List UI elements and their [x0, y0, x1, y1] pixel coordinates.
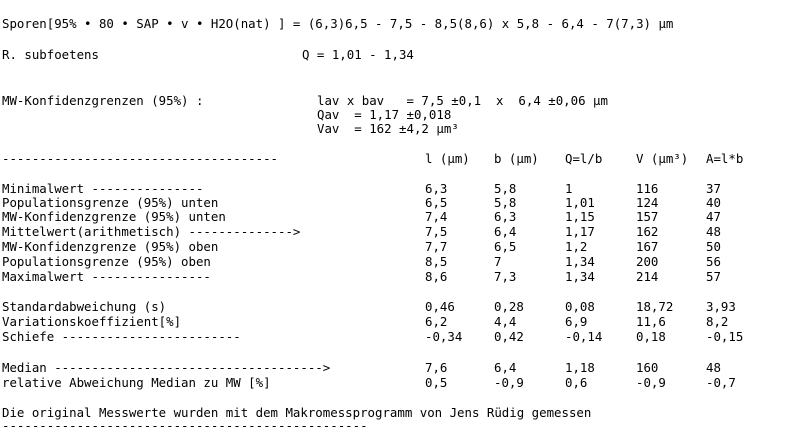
table-cell: 162: [636, 224, 659, 239]
table-cell: 8,5: [425, 254, 448, 269]
table-cell: -0,7: [706, 375, 736, 390]
footer-separator: -------------------------------------------------: [2, 418, 368, 433]
table-cell: 37: [706, 181, 721, 196]
column-header-l: l (µm): [425, 151, 470, 166]
table-cell: 6,4: [494, 360, 517, 375]
table-cell: 1,18: [565, 360, 595, 375]
column-header-a: A=l*b: [706, 151, 744, 166]
table-cell: 6,3: [494, 209, 517, 224]
row-label-mean: Mittelwert(arithmetisch) -------------->: [2, 224, 301, 239]
table-cell: 5,8: [494, 181, 517, 196]
table-cell: 5,8: [494, 195, 517, 210]
table-cell: 57: [706, 269, 721, 284]
row-label-skew: Schiefe ------------------------: [2, 329, 241, 344]
table-cell: 6,5: [425, 195, 448, 210]
q-range: Q = 1,01 - 1,34: [302, 47, 414, 62]
column-header-b: b (µm): [494, 151, 539, 166]
table-cell: 0,5: [425, 375, 448, 390]
table-cell: 157: [636, 209, 659, 224]
table-cell: 7,4: [425, 209, 448, 224]
spore-formula: Sporen[95% • 80 • SAP • v • H2O(nat) ] = (6,3)6,5 - 7,5 - 8,5(8,6) x 5,8 - 6,4 - 7(7,3) µm: [2, 16, 674, 31]
table-cell: 11,6: [636, 314, 666, 329]
row-label-median: Median ------------------------------------>: [2, 360, 331, 375]
table-cell: 7,6: [425, 360, 448, 375]
table-cell: 47: [706, 209, 721, 224]
confidence-label: MW-Konfidenzgrenzen (95%) :: [2, 93, 204, 108]
table-cell: 124: [636, 195, 659, 210]
row-label-stddev: Standardabweichung (s): [2, 299, 167, 314]
species-name: R. subfoetens: [2, 47, 99, 62]
table-cell: 1,01: [565, 195, 595, 210]
table-cell: 1,17: [565, 224, 595, 239]
row-label-min: Minimalwert ---------------: [2, 181, 204, 196]
table-cell: 0,18: [636, 329, 666, 344]
table-cell: 7,5: [425, 224, 448, 239]
row-label-max: Maximalwert ----------------: [2, 269, 211, 284]
table-cell: 167: [636, 239, 659, 254]
vav-value: Vav = 162 ±4,2 µm³: [317, 121, 459, 136]
table-cell: 1,34: [565, 254, 595, 269]
table-cell: -0,14: [565, 329, 603, 344]
table-cell: -0,15: [706, 329, 744, 344]
table-cell: 50: [706, 239, 721, 254]
table-cell: 7,7: [425, 239, 448, 254]
table-cell: 6,5: [494, 239, 517, 254]
table-cell: 4,4: [494, 314, 517, 329]
table-cell: 1,34: [565, 269, 595, 284]
table-cell: 40: [706, 195, 721, 210]
table-cell: -0,9: [494, 375, 524, 390]
table-cell: -0,9: [636, 375, 666, 390]
table-cell: 8,2: [706, 314, 729, 329]
column-header-q: Q=l/b: [565, 151, 603, 166]
table-cell: 48: [706, 360, 721, 375]
table-cell: 116: [636, 181, 659, 196]
table-cell: 56: [706, 254, 721, 269]
table-cell: 1,2: [565, 239, 588, 254]
row-label-pop-lower: Populationsgrenze (95%) unten: [2, 195, 219, 210]
row-label-pop-upper: Populationsgrenze (95%) oben: [2, 254, 211, 269]
table-cell: 0,46: [425, 299, 455, 314]
row-label-cv: Variationskoeffizient[%]: [2, 314, 182, 329]
table-cell: 6,3: [425, 181, 448, 196]
qav-value: Qav = 1,17 ±0,018: [317, 107, 452, 122]
table-cell: 6,4: [494, 224, 517, 239]
table-separator: -------------------------------------: [2, 151, 279, 166]
table-cell: 160: [636, 360, 659, 375]
table-cell: 0,08: [565, 299, 595, 314]
row-label-conf-lower: MW-Konfidenzgrenze (95%) unten: [2, 209, 226, 224]
table-cell: 3,93: [706, 299, 736, 314]
table-cell: 1,15: [565, 209, 595, 224]
table-cell: 8,6: [425, 269, 448, 284]
footer-note: Die original Messwerte wurden mit dem Makromessprogramm von Jens Rüdig gemessen: [2, 405, 592, 420]
table-cell: 0,42: [494, 329, 524, 344]
row-label-conf-upper: MW-Konfidenzgrenze (95%) oben: [2, 239, 219, 254]
table-cell: 7,3: [494, 269, 517, 284]
table-cell: 18,72: [636, 299, 674, 314]
table-cell: 200: [636, 254, 659, 269]
table-cell: 1: [565, 181, 573, 196]
column-header-v: V (µm³): [636, 151, 689, 166]
table-cell: 7: [494, 254, 502, 269]
lav-bav-value: lav x bav = 7,5 ±0,1 x 6,4 ±0,06 µm: [317, 93, 608, 108]
row-label-median-deviation: relative Abweichung Median zu MW [%]: [2, 375, 271, 390]
table-cell: 6,2: [425, 314, 448, 329]
table-cell: 0,6: [565, 375, 588, 390]
table-cell: 0,28: [494, 299, 524, 314]
table-cell: -0,34: [425, 329, 463, 344]
table-cell: 6,9: [565, 314, 588, 329]
table-cell: 48: [706, 224, 721, 239]
table-cell: 214: [636, 269, 659, 284]
